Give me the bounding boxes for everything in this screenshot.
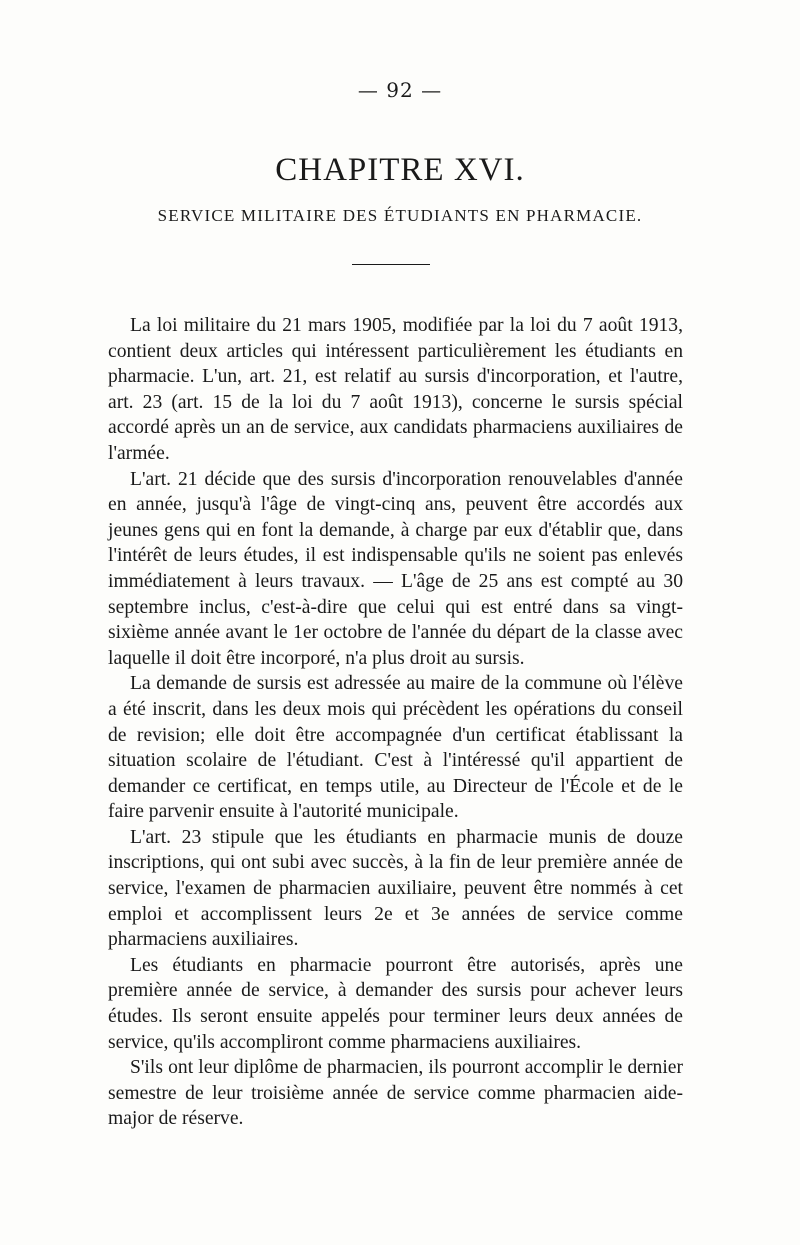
paragraph-1: La loi militaire du 21 mars 1905, modifiée par la loi du 7 août 1913, contient deux articles qui intéressent particulièrement les étudiants en pharmacie. L'un, art. 21, est relatif au sursis d'incorporation, et l'autre, art. 23 (art. 15 de la loi du 7 août 1913), concerne le sursis spécial accordé après un an de service, aux candidats pharmaciens auxiliaires de l'armée. — [108, 315, 683, 464]
paragraph-5: Les étudiants en pharmacie pourront être autorisés, après une première année de service, à demander des sursis pour achever leurs études. Ils seront ensuite appelés pour terminer leurs deux années de service, qu'ils accompliront comme pharmaciens auxiliaires. — [108, 954, 683, 1053]
chapter-title: CHAPITRE XVI. — [275, 152, 525, 188]
paragraph-6: S'ils ont leur diplôme de pharmacien, ils pourront accomplir le dernier semestre de leur troisième année de service comme pharmacien aide-major de réserve. — [108, 1057, 683, 1130]
title-divider — [352, 264, 430, 265]
paragraph-4: L'art. 23 stipule que les étudiants en pharmacie munis de douze inscriptions, qui ont subi avec succès, à la fin de leur première année de service, l'examen de pharmacien auxiliaire, peuvent être nommés à cet emploi et accomplissent leurs 2e et 3e années de service comme pharmaciens auxiliaires. — [108, 826, 683, 951]
paragraph-3: La demande de sursis est adressée au maire de la commune où l'élève a été inscrit, dans les deux mois qui précèdent les opérations du conseil de revision; elle doit être accompagnée d'un certificat établissant la situation scolaire de l'étudiant. C'est à l'intéressé qu'il appartient de demander ce certificat, en temps utile, au Directeur de l'École et de le faire parvenir ensuite à l'autorité municipale. — [108, 673, 683, 823]
chapter-body — [108, 313, 683, 1132]
paragraph-2: L'art. 21 décide que des sursis d'incorporation renouvelables d'année en année, jusqu'à l'âge de vingt-cinq ans, peuvent être accordés aux jeunes gens qui en font la demande, à charge par eux d'établir que, dans l'intérêt de leurs études, il est indispensable qu'ils ne soient pas enlevés immédiatement à leurs travaux. — L'âge de 25 ans est compté au 30 septembre inclus, c'est-à-dire que celui qui est entré dans sa vingt-sixième année avant le 1er octobre de l'année du départ de la classe avec laquelle il doit être incorporé, n'a plus droit au sursis. — [108, 468, 683, 669]
page-number: — 92 — — [357, 78, 443, 102]
chapter-subtitle: SERVICE MILITAIRE DES ÉTUDIANTS EN PHARMACIE. — [157, 206, 643, 225]
